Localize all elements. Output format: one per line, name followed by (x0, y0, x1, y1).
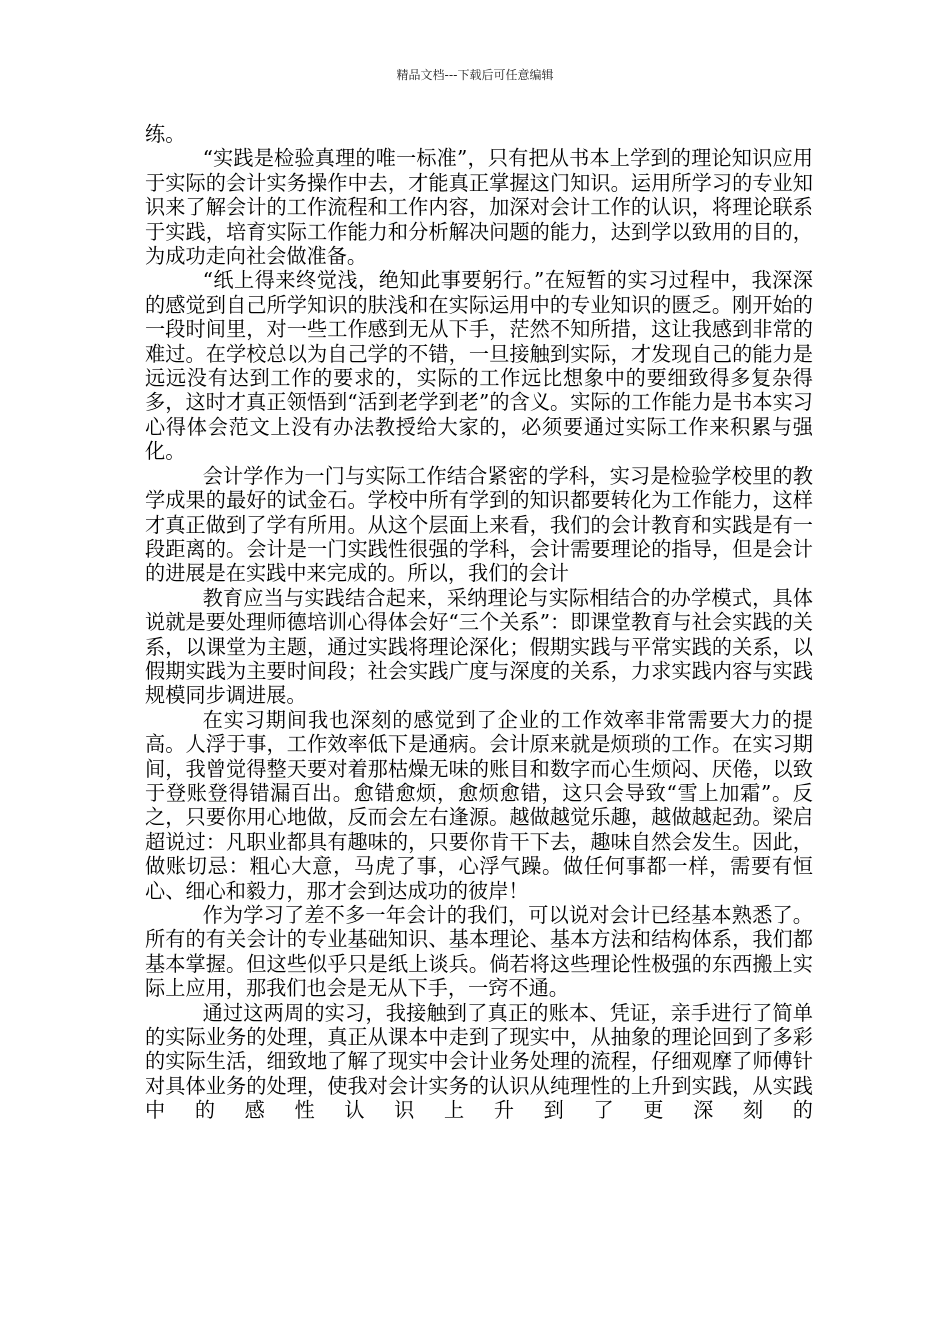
paragraph: 练。 (145, 122, 186, 146)
paragraph: 在实习期间我也深刻的感觉到了企业的工作效率非常需要大力的提高。人浮于事，工作效率低下是通病。会计原来就是烦琐的工作。在实习期间，我曾觉得整天要对着那枯燥无味的账目和数字而心生烦闷、厌倦，以致于登账登得错漏百出。愈错愈烦，愈烦愈错，这只会导致“雪上加霜”。反之，只要你用心地做，反而会左右逢源。越做越觉乐趣，越做越起劲。梁启超说过：凡职业都具有趣味的，只要你肯干下去，趣味自然会发生。因此，做账切忌：粗心大意，马虎了事，心浮气躁。做任何事都一样，需要有恒心、细心和毅力，那才会到达成功的彼岸！ (145, 707, 813, 903)
page-header: 精品文档---下载后可任意编辑 (396, 68, 554, 82)
paragraph: “纸上得来终觉浅，绝知此事要躬行。”在短暂的实习过程中，我深深的感觉到自己所学知识的肤浅和在实际运用中的专业知识的匮乏。刚开始的一段时间里，对一些工作感到无从下手，茫然不知所措，这让我感到非常的难过。在学校总以为自己学的不错，一旦接触到实际，才发现自己的能力是远远没有达到工作的要求的，实际的工作远比想象中的要细致得多复杂得多，这时才真正领悟到“活到老学到老”的含义。实际的工作能力是书本实习心得体会范文上没有办法教授给大家的，必须要通过实际工作来积累与强化。 (145, 268, 813, 464)
paragraph: 教育应当与实践结合起来，采纳理论与实际相结合的办学模式，具体说就是要处理师德培训心得体会好“三个关系”：即课堂教育与社会实践的关系，以课堂为主题，通过实践将理论深化；假期实践与平常实践的关系，以假期实践为主要时间段；社会实践广度与深度的关系，力求实践内容与实践规模同步调进展。 (145, 585, 813, 708)
paragraph: 作为学习了差不多一年会计的我们，可以说对会计已经基本熟悉了。所有的有关会计的专业基础知识、基本理论、基本方法和结构体系，我们都基本掌握。但这些似乎只是纸上谈兵。倘若将这些理论性极强的东西搬上实际上应用，那我们也会是无从下手，一窍不通。 (145, 903, 813, 1001)
paragraph: 会计学作为一门与实际工作结合紧密的学科，实习是检验学校里的教学成果的最好的试金石。学校中所有学到的知识都要转化为工作能力，这样才真正做到了学有所用。从这个层面上来看，我们的会计教育和实践是有一段距离的。会计是一门实践性很强的学科，会计需要理论的指导，但是会计的进展是在实践中来完成的。所以，我们的会计 (145, 463, 813, 586)
paragraph: 通过这两周的实习，我接触到了真正的账本、凭证，亲手进行了简单的实际业务的处理，真正从课本中走到了现实中，从抽象的理论回到了多彩的实际生活，细致地了解了现实中会计业务处理的流程，仔细观摩了师傅针对具体业务的处理，使我对会计实务的认识从纯理性的上升到实践，从实践中的感性认识上升到了更深刻的 (145, 1000, 813, 1123)
body-text (145, 122, 813, 1123)
paragraph: “实践是检验真理的唯一标准”，只有把从书本上学到的理论知识应用于实际的会计实务操作中去，才能真正掌握这门知识。运用所学习的专业知识来了解会计的工作流程和工作内容，加深对会计工作的认识，将理论联系于实践，培育实际工作能力和分析解决问题的能力，达到学以致用的目的，为成功走向社会做准备。 (145, 146, 813, 269)
